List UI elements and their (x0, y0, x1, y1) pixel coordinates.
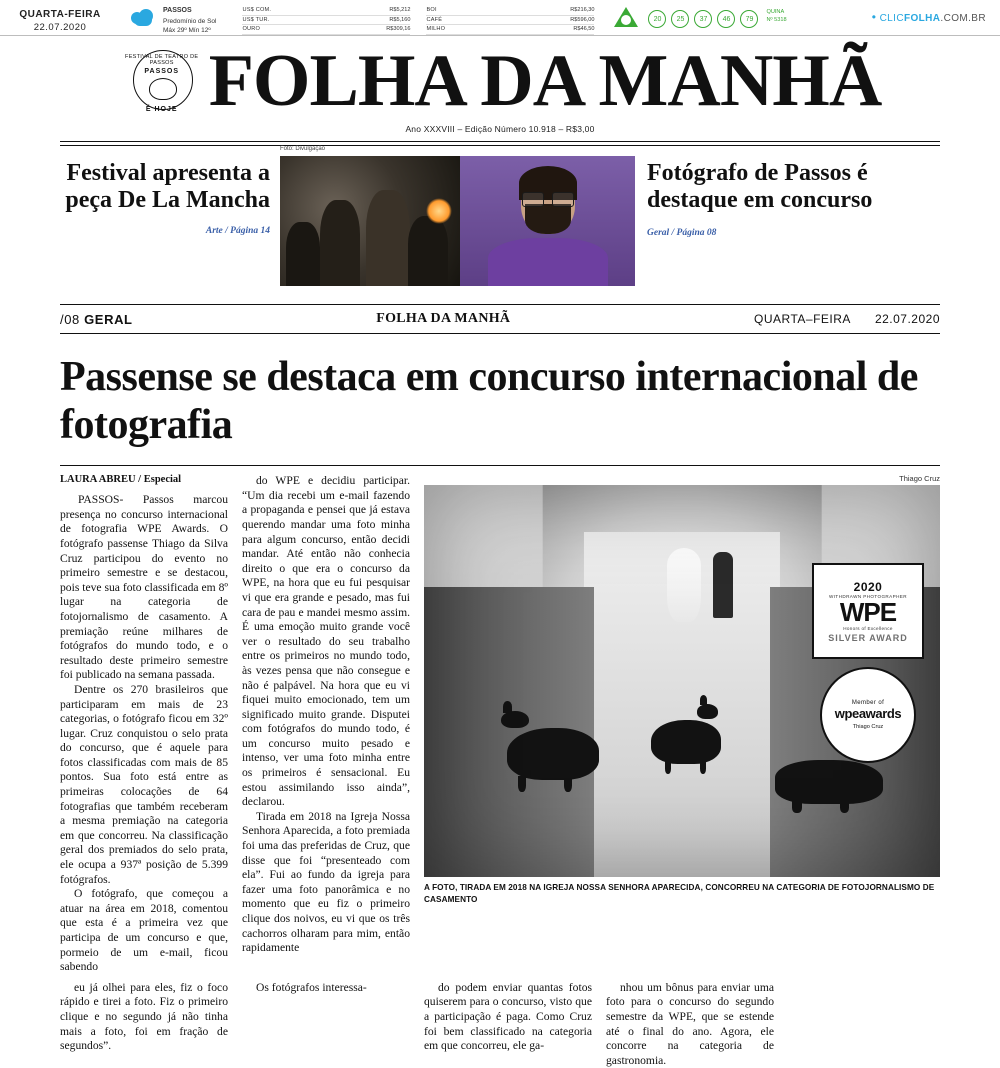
weather-widget (128, 6, 216, 36)
theatre-photo (280, 156, 460, 286)
section-date: 22.07.2020 (874, 312, 940, 327)
promo-left-photo (280, 146, 460, 286)
market-quotes (242, 6, 594, 35)
paragraph: do WPE e decidiu participar. “Um dia recebi um e-mail fazendo a propaganda e pensei que já estava querendo mandar uma foto minha para algum concurso, então decidi mandar. Até então não conhecia direito o que era o concurso da WPE, na hora que eu fui pesquisar vi que era grande e pesado, mas fui cara de pau e mandei mesmo assim. É uma emoção muito grande você ver o resultado do seu trabalho entre os primeiros no mundo todo, às vezes pensa que não consegue e não é palpável. Na hora que eu vi fiquei muito emocionado, tem um significado muito grande. Disputei com fotógrafos do mundo todo, é um concurso muito pesado e intenso, ver uma foto minha entre os primeiros é sensacional. Eu estou assimilando isso ainda”, declarou. (242, 474, 410, 809)
currency-column (242, 6, 410, 35)
recycle-icon (614, 7, 638, 31)
article-byline: LAURA ABREU / Especial (60, 474, 182, 486)
masthead-divider (60, 141, 940, 146)
article-headline: Passense se destaca em concurso internacional de fotografia (60, 354, 918, 448)
lottery-label-group (766, 9, 786, 25)
weather-desc: Predomínio de Sol (163, 17, 217, 25)
site-prefix: CLIC (879, 13, 904, 24)
badge-honors: Honors of Excellence (843, 625, 893, 631)
paragraph: PASSOS- Passos marcou presença no concurso internacional de fotografia WPE Awards. O fotógrafo passense Thiago da Silva Cruz participou do evento no primeiro semestre e se destacou, pois teve sua foto classificada em 8º lugar na categoria de fotojornalismo de casamento. A premiação reúne milhares de fotógrafos do mundo todo, e o resultado deste primeiro semestre foi publicado na semana passada. (60, 493, 228, 682)
lottery-ball: 25 (671, 10, 689, 28)
lottery-concurso: Nº 5318 (766, 16, 787, 23)
lottery-ball: 46 (717, 10, 735, 28)
festival-logo-icon (119, 48, 205, 114)
festival-logo-ring-text: FESTIVAL DE TEATRO DE PASSOS (125, 54, 199, 67)
promo-strip (60, 146, 940, 286)
masthead-subline: Ano XXXVIII – Edição Número 10.918 – R$3,00 (405, 124, 595, 135)
wpe-silver-award-badge (812, 563, 924, 659)
site-suffix: .COM.BR (940, 13, 986, 24)
quote-row: MILHO R$46,50 (426, 25, 594, 35)
promo-right[interactable] (635, 156, 940, 286)
paragraph: O fotógrafo, que começou a atuar na área em 2018, comentou que esta é a primeira vez que participa de um concurso e que, pormeio de um e-mail, ficou sabendo (60, 887, 228, 974)
quote-row: CAFÉ R$596,00 (426, 16, 594, 26)
lottery-ball: 20 (648, 10, 666, 28)
paragraph: do podem enviar quantas fotos quiserem para o concurso, visto que a participação é paga. Como Cruz foi bem classificado na categoria em que concorreu, ele ga- (424, 980, 592, 1053)
paragraph: Dentre os 270 brasileiros que participaram em mais de 23 categorias, o fotógrafo ficou em 32º lugar. Cruz conquistou o selo prata do concurso, que é aquele para fotos classificadas com mais de 85 pontos. Sua foto está entre as primeiras colocações de 64 fotografias que também receberam a mesma premiação na categoria em que concorreu. Na classificação geral dos premiados do selo prata, ele ocupa a 937ª posição de 5.399 fotógrafos. (60, 682, 228, 886)
commodity-column (426, 6, 594, 35)
top-date (14, 6, 106, 34)
quote-row: US$ COM. R$5,212 (242, 6, 410, 16)
bottom-column-2 (242, 981, 410, 1068)
wpe-member-badge (820, 667, 916, 763)
section-name: GERAL (84, 311, 133, 327)
festival-logo-bottom: É HOJE (145, 106, 178, 114)
promo-left-headline: Festival apresenta a peça De La Mancha (65, 160, 270, 214)
lottery-ball: 37 (694, 10, 712, 28)
lottery-ball: 79 (740, 10, 758, 28)
top-info-bar (0, 0, 1000, 36)
article-photo (424, 485, 940, 877)
paragraph: eu já olhei para eles, fiz o foco rápido e tirei a foto. Fiz o primeiro clique e no segundo já não tinha mais a foto, foi em fração de segundos”. (60, 980, 228, 1053)
glasses-icon (522, 192, 574, 205)
paragraph: Os fotógrafos interessa- (256, 980, 367, 994)
quote-row: OURO R$309,16 (242, 25, 410, 35)
bottom-column-1 (60, 981, 228, 1068)
page-title: FOLHA DA MANHÃ (208, 40, 882, 122)
section-page: /08 (60, 311, 80, 327)
paragraph: nhou um bônus para enviar uma foto para o concurso do segundo semestre da WPE, que se estende até o final do ano. Agora, ele concorre na categoria de gastronomia. (606, 980, 774, 1067)
photo-caption: A FOTO, TIRADA EM 2018 NA IGREJA NOSSA SENHORA APARECIDA, CONCORREU NA CATEGORIA DE FOTOJORNALISMO DE CASAMENTO (424, 883, 935, 905)
promo-right-photo (460, 156, 635, 286)
masthead (0, 36, 1000, 122)
member-brand: wpeawards (834, 706, 902, 722)
promo-left-credit: Foto: Divulgação (280, 146, 326, 153)
photo-credit: Thiago Cruz (899, 474, 940, 484)
badge-award: SILVER AWARD (828, 632, 908, 643)
bottom-column-3 (424, 981, 592, 1068)
badge-small-top: WITHDRAWN PHOTOGRAPHER (829, 593, 907, 599)
lottery-label: QUINA (766, 9, 785, 15)
lottery-numbers (648, 10, 758, 28)
theatre-mask-icon (149, 78, 177, 100)
site-brand: FOLHA (903, 13, 941, 24)
article-column-1 (60, 474, 228, 975)
quote-row: US$ TUR. R$5,160 (242, 16, 410, 26)
cloud-icon (128, 7, 158, 27)
festival-logo-mid: PASSOS (144, 68, 180, 76)
photographer-portrait (460, 156, 635, 286)
website-link[interactable] (872, 10, 986, 24)
section-weekday: QUARTA–FEIRA (754, 312, 851, 327)
promo-right-headline: Fotógrafo de Passos é destaque em concurso (647, 160, 873, 214)
member-label: Member of (851, 700, 885, 707)
article-photo-column (424, 474, 940, 975)
section-paper-name: FOLHA DA MANHÃ (376, 311, 511, 327)
member-name: Thiago Cruz (852, 724, 884, 731)
quote-row: BOI R$216,30 (426, 6, 594, 16)
weather-temps: Máx 29º Mín 12º (163, 27, 211, 35)
badge-year: 2020 (853, 579, 883, 594)
top-date-value: 22.07.2020 (33, 21, 87, 33)
promo-left-section: Arte / Página 14 (205, 226, 270, 237)
bullet-icon: • (871, 10, 877, 24)
bottom-column-4 (606, 981, 774, 1068)
weather-city: PASSOS (163, 7, 192, 14)
article-body (60, 474, 940, 975)
section-right (754, 312, 940, 326)
headline-divider (60, 465, 940, 466)
paragraph: Tirada em 2018 na Igreja Nossa Senhora Aparecida, a foto premiada foi uma das preferidas de Cruz, que disse que foi “presenteado com ela”. Fui ao fundo da igreja para fazer uma foto panorâmica e no momento que eu fiz o primeiro clique dos noivos, eu vi que os três cachorros olharam para mim, então rapidamente (242, 809, 410, 955)
article-column-2 (242, 474, 410, 975)
promo-left[interactable] (60, 156, 280, 286)
badge-brand: WPE (839, 596, 897, 627)
top-weekday: QUARTA-FEIRA (19, 9, 101, 20)
section-left (60, 312, 133, 327)
article-bottom (60, 981, 940, 1068)
section-bar (60, 304, 940, 334)
promo-right-section: Geral / Página 08 (647, 228, 717, 239)
